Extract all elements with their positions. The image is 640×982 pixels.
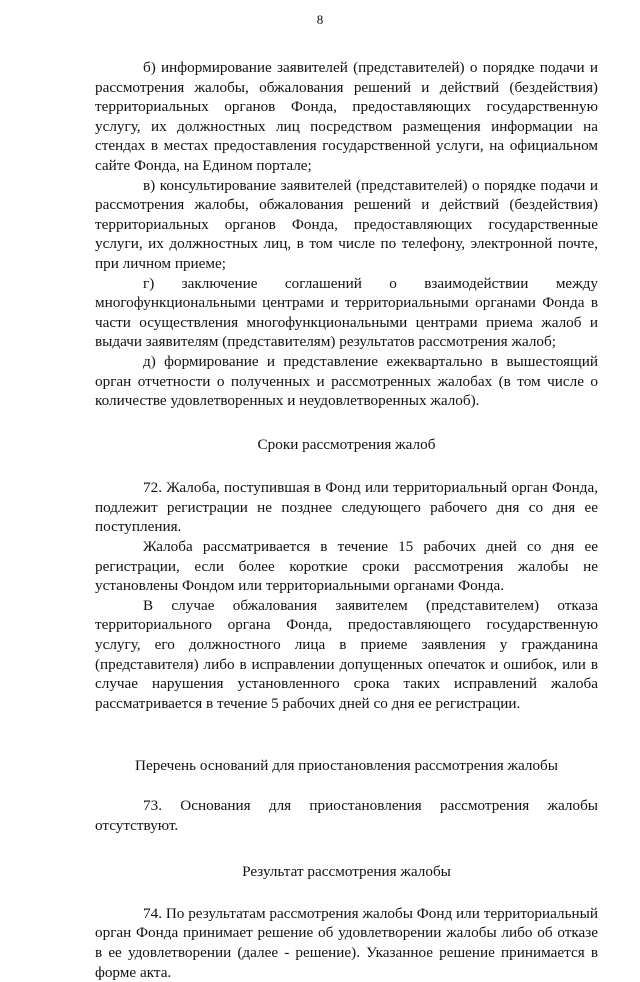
paragraph-72-appeal: В случае обжалования заявителем (представителем) отказа территориального органа Фонда, предоставляющего государственную услугу, его должностного лица в приеме заявления у гражданина (представителя) либо в исправлении допущенных опечаток и ошибок, или в случае нарушения установленного срока таких исправлений жалоба рассматривается в течение 5 рабочих дней со дня ее регистрации. (95, 596, 598, 712)
heading-result: Результат рассмотрения жалобы (242, 863, 451, 881)
document-body (95, 58, 598, 982)
heading-deadlines: Сроки рассмотрения жалоб (257, 435, 436, 453)
paragraph-d: д) формирование и представление ежеквартально в вышестоящий орган отчетности о полученных и рассмотренных жалобах (в том числе о количестве удовлетворенных и неудовлетворенных жалоб). (95, 352, 598, 410)
paragraph-g: г) заключение соглашений о взаимодействии между многофункциональными центрами и территориальными органами Фонда в части осуществления многофункциональными центрами приема жалоб и выдачи заявителям (представителям) результатов рассмотрения жалоб; (95, 274, 598, 351)
page-number: 8 (316, 12, 324, 27)
heading-suspension: Перечень оснований для приостановления рассмотрения жалобы (135, 757, 558, 775)
paragraph-72: 72. Жалоба, поступившая в Фонд или территориальный орган Фонда, подлежит регистрации не позднее следующего рабочего дня со дня ее поступления. (95, 479, 598, 536)
paragraph-73: 73. Основания для приостановления рассмотрения жалобы отсутствуют. (95, 797, 598, 834)
paragraph-72-term: Жалоба рассматривается в течение 15 рабочих дней со дня ее регистрации, если более короткие сроки рассмотрения жалобы не установлены Фондом или территориальными органами Фонда. (95, 538, 598, 595)
paragraph-74: 74. По результатам рассмотрения жалобы Фонд или территориальный орган Фонда принимает решение об удовлетворении жалобы либо об отказе в ее удовлетворении (далее - решение). Указанное решение принимается в форме акта. (95, 904, 598, 981)
paragraph-b: б) информирование заявителей (представителей) о порядке подачи и рассмотрения жалобы, обжалования решений и действий (бездействия) территориальных органов Фонда, предоставляющих государственную услугу, их должностных лиц посредством размещения информации на стендах в местах предоставления государственной услуги, на официальном сайте Фонда, на Едином портале; (95, 59, 598, 174)
paragraph-v: в) консультирование заявителей (представителей) о порядке подачи и рассмотрения жалобы, обжалования решений и действий (бездействия) территориальных органов Фонда, предоставляющих государственные услуги, их должностных лиц, в том числе по телефону, электронной почте, при личном приеме; (95, 176, 598, 272)
